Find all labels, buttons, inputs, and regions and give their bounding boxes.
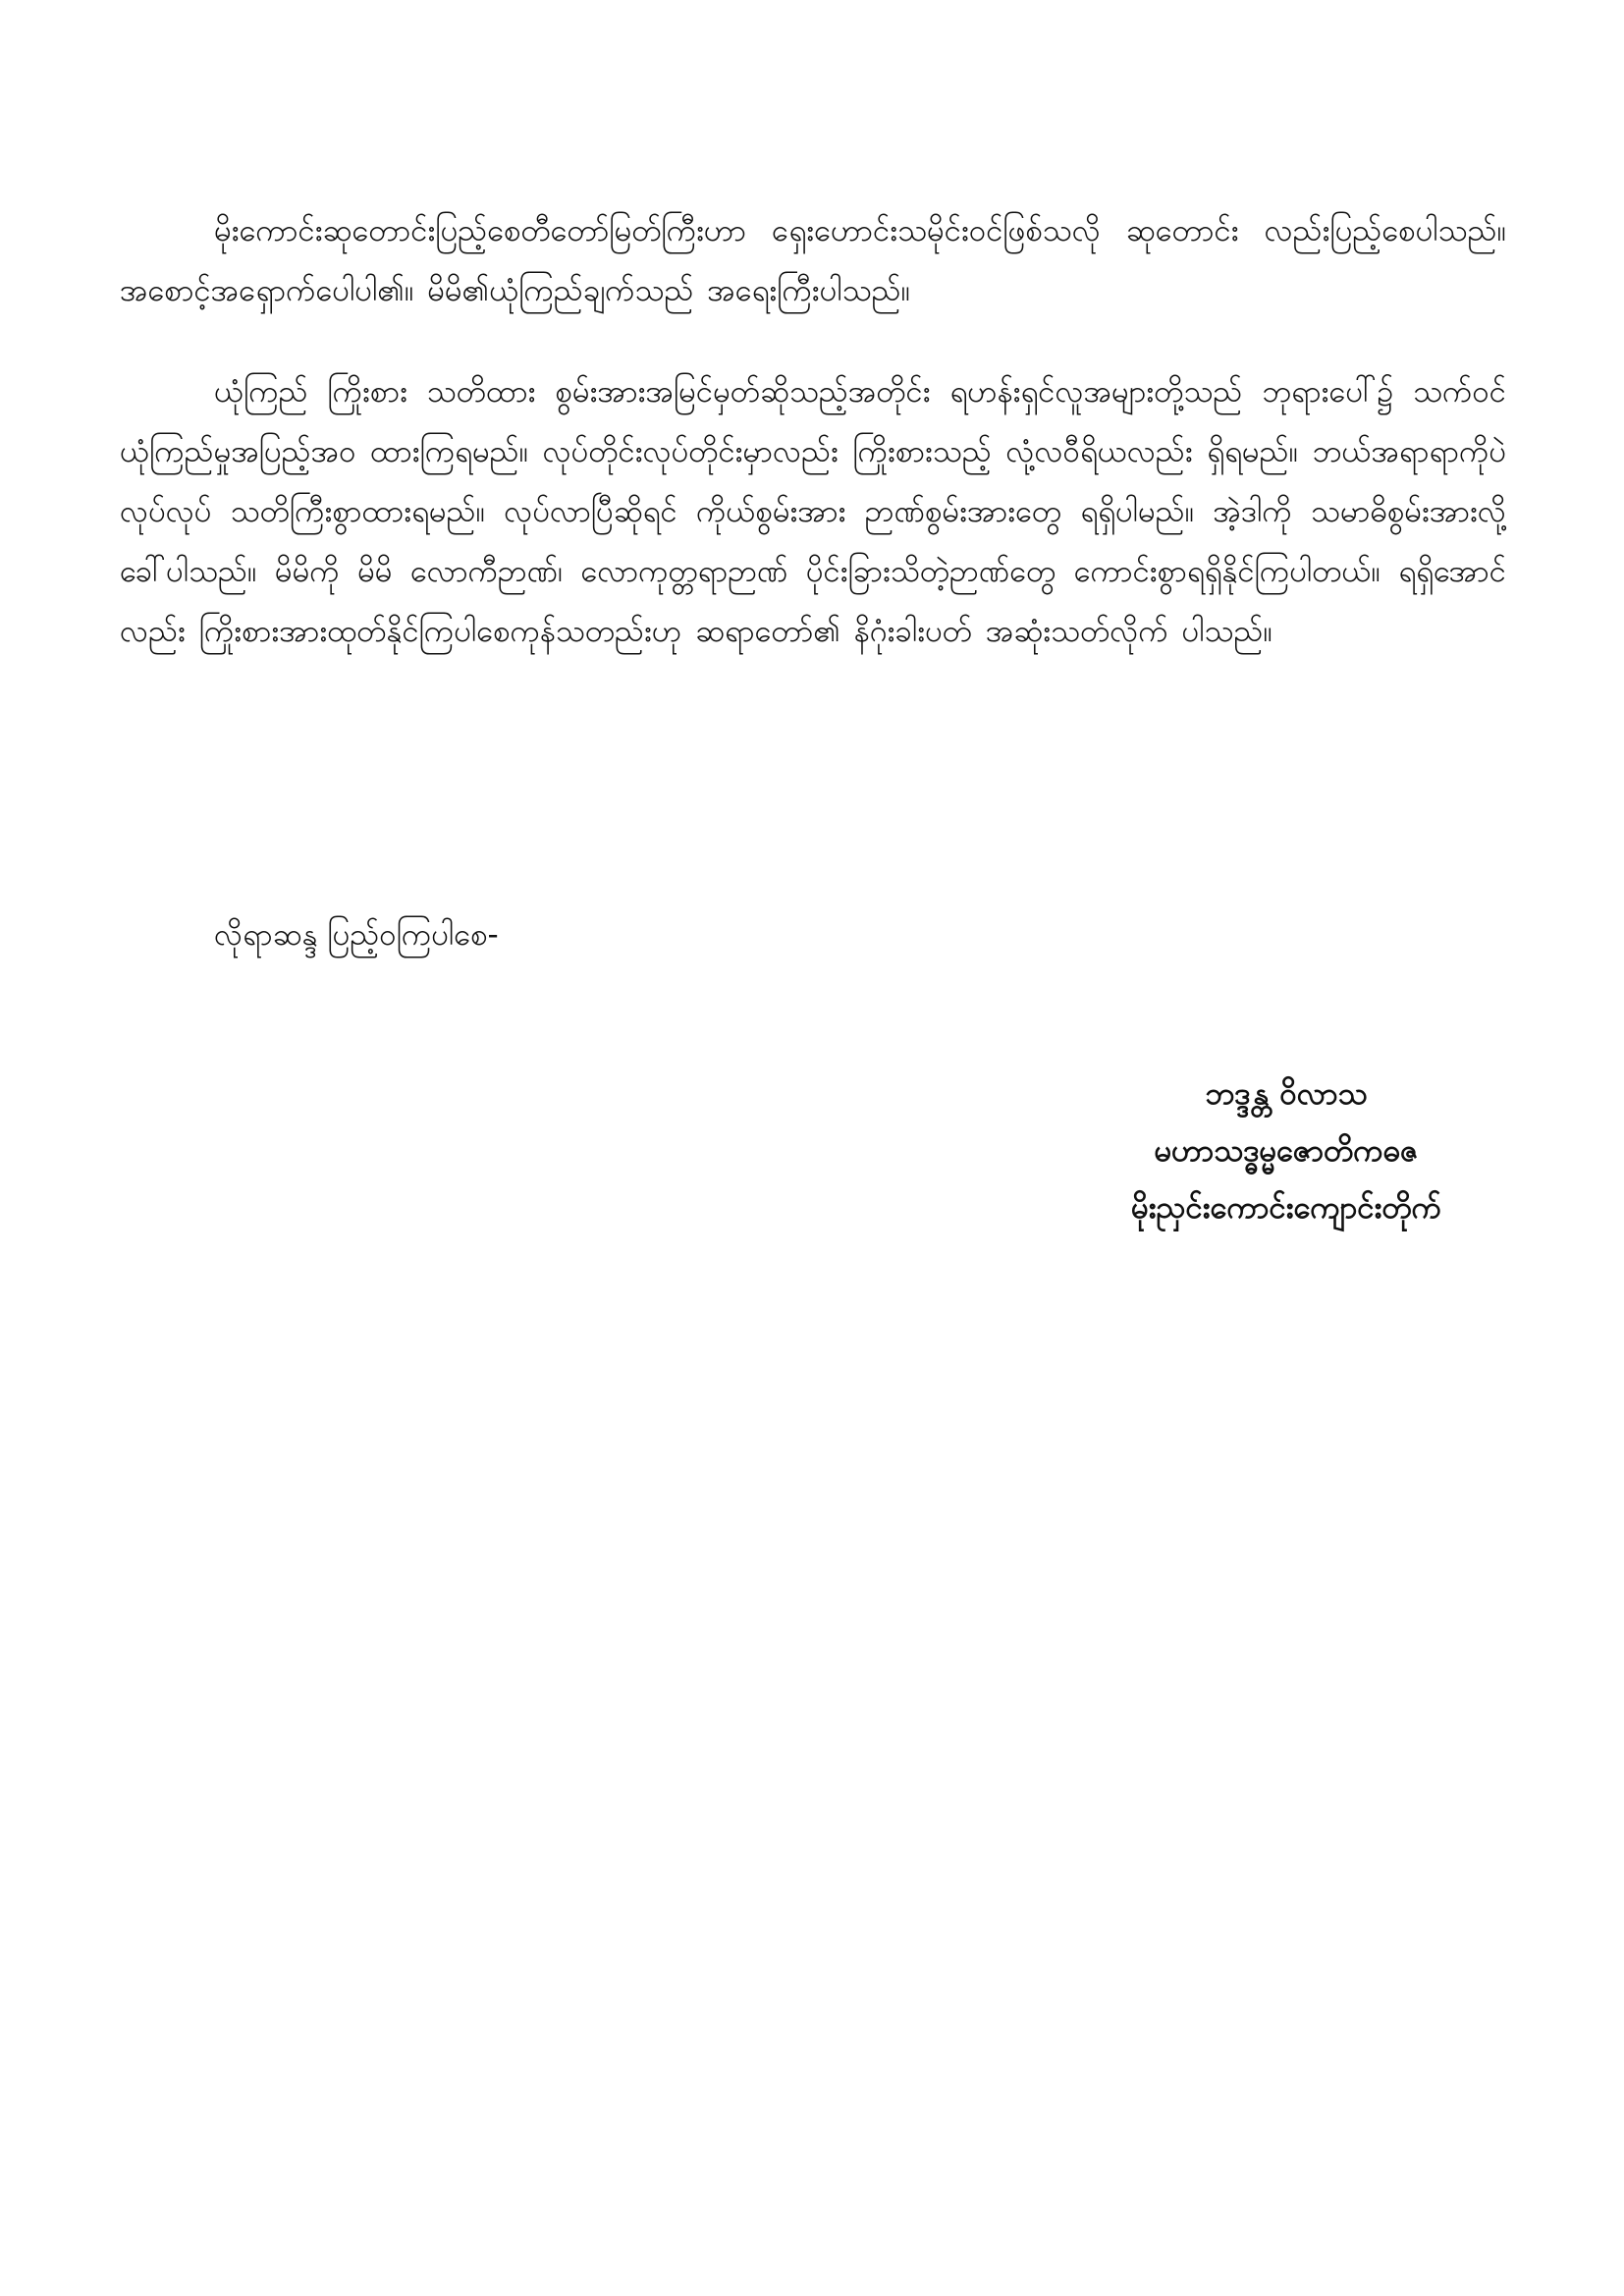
signature-title: မဟာသဒ္ဓမ္မဇောတိကဓဇ [1154,1133,1419,1169]
signature-monastery: မိုးညှင်းကောင်းကျောင်းတိုက် [1131,1190,1441,1226]
paragraph-intro: မိုးကောင်းဆုတောင်းပြည့်စေတီတော်မြတ်ကြီးဟာ ရှေးဟောင်းသမိုင်းဝင်ဖြစ်သလို ဆုတောင်း လည်းပြည့်စေပါသည်။ အစောင့်အရှောက်ပေါပါ၏။ မိမိ၏ယုံကြည်ချက်သည် အရေးကြီးပါသည်။ [120,213,1506,308]
body-text [120,201,1506,703]
signature-name: ဘဒ္ဒန္တ ဝိလာသ [1205,1076,1368,1112]
closing-line: လိုရာဆန္ဒ ပြည့်ဝကြပါစေ- [214,917,499,953]
paragraph-main: ယုံကြည် ကြိုးစား သတိထား စွမ်းအားအမြင်မှတ်ဆိုသည့်အတိုင်း ရဟန်းရှင်လူအများတို့သည် ဘုရားပေါ်၌ သက်ဝင်ယုံကြည်မှုအပြည့်အဝ ထားကြရမည်။ လုပ်တိုင်းလုပ်တိုင်းမှာလည်း ကြိုးစားသည့် လုံ့လဝီရိယလည်း ရှိရမည်။ ဘယ်အရာရာကိုပဲလုပ်လုပ် သတိကြီးစွာထားရမည်။ လုပ်လာပြီဆိုရင် ကိုယ်စွမ်းအား ဉာဏ်စွမ်းအားတွေ ရရှိပါမည်။ အဲ့ဒါကို သမာဓိစွမ်းအားလို့ခေါ်ပါသည်။ မိမိကို မိမိ လောကီဉာဏ်၊ လောကုတ္တရာဉာဏ် ပိုင်းခြားသိတဲ့ဉာဏ်တွေ ကောင်းစွာရရှိနိုင်ကြပါတယ်။ ရရှိအောင် လည်း ကြိုးစားအားထုတ်နိုင်ကြပါစေကုန်သတည်းဟု ဆရာတော်၏ နိဂုံးခါးပတ် အဆုံးသတ်လိုက် ပါသည်။ [120,374,1506,649]
signature-block [1041,1066,1532,1236]
